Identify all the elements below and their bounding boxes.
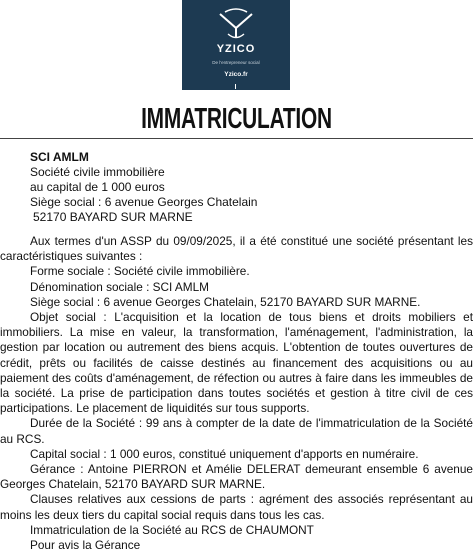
paragraph-capital: Capital social : 1 000 euros, constitué uniquement d'apports en numéraire.: [30, 446, 419, 461]
company-capital: au capital de 1 000 euros: [30, 180, 165, 194]
company-seat: Siège social : 6 avenue Georges Chatelain: [30, 195, 258, 209]
paragraph-management: Gérance : Antoine PIERRON et Amélie DELERAT demeurant ensemble 6 avenue Georges Chatelain, 52170 BAYARD SUR MARNE.: [0, 462, 473, 492]
paragraph-form: Forme sociale : Société civile immobilière.: [30, 264, 250, 279]
announcement-body: [0, 234, 473, 553]
paragraph-denomination: Dénomination sociale : SCI AMLM: [30, 279, 209, 294]
paragraph-clauses: Clauses relatives aux cessions de parts : agrément des associés représentant au moins les deux tiers du capital social requis dans tous les cas.: [0, 492, 473, 522]
paragraph-registration: Immatriculation de la Société au RCS de CHAUMONT: [30, 522, 314, 537]
company-city: 52170 BAYARD SUR MARNE: [33, 210, 193, 224]
company-name: SCI AMLM: [30, 150, 89, 164]
yzico-logo: [182, 0, 290, 90]
logo-url: Yzico.fr: [224, 71, 248, 78]
logo-name: YZICO: [216, 43, 256, 55]
logo-divider: [235, 84, 236, 89]
title-rule: [0, 138, 473, 139]
page-title: IMMATRICULATION: [141, 103, 332, 135]
paragraph-signature: Pour avis la Gérance: [30, 538, 141, 553]
paragraph-seat: Siège social : 6 avenue Georges Chatelain, 52170 BAYARD SUR MARNE.: [30, 294, 421, 309]
paragraph-intro: Aux termes d'un ASSP du 09/09/2025, il a été constitué une société présentant les caractéristiques suivantes :: [0, 234, 473, 264]
paragraph-duration: Durée de la Société : 99 ans à compter de la date de l'immatriculation de la Société au RCS.: [0, 416, 473, 446]
yzico-emblem-icon: [216, 8, 256, 42]
logo-tagline: De l'entrepreneur social: [212, 60, 260, 65]
paragraph-object: Objet social : L'acquisition et la location de tous biens et droits mobiliers et immobiliers. La mise en valeur, la transformation, l'aménagement, l'administration, la gestion par location ou autrement des biens acquis. L'obtention de toutes ouvertures de crédit, prêts ou facilités de caisse destinés au financement des acquisitions ou au paiement des coûts d'aménagement, de réfection ou autres à faire dans les immeubles de la société. La prise de participation dans toutes sociétés et gestion à titre civil de ces participations. Le placement de liquidités sur tous supports.: [0, 310, 473, 416]
company-form: Société civile immobilière: [30, 165, 165, 179]
company-header: [30, 150, 257, 225]
